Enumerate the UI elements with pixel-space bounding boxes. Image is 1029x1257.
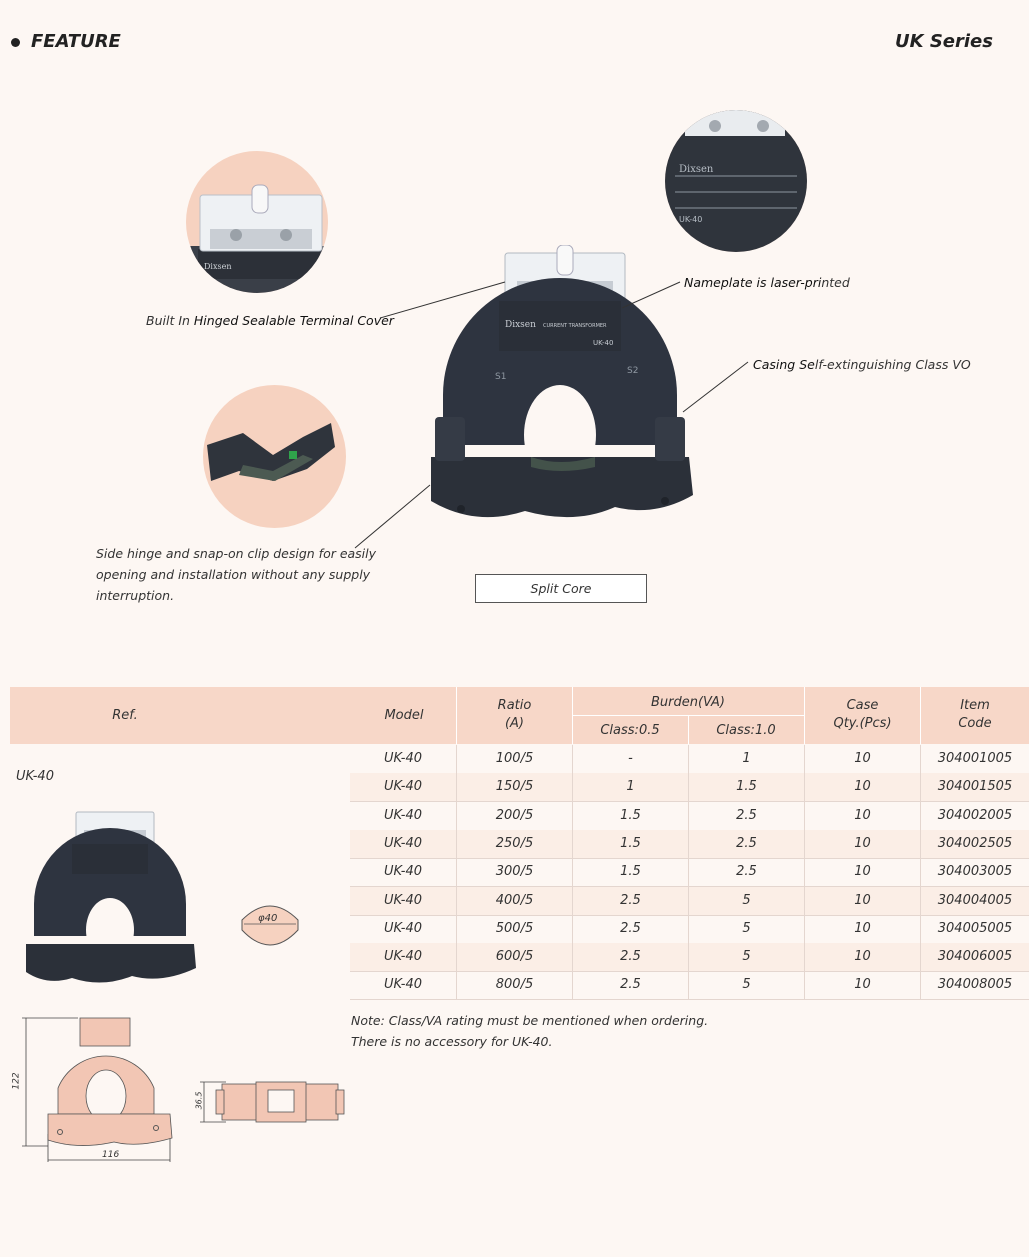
cell-case-qty: 10 <box>854 835 871 851</box>
cell-divider <box>572 858 573 886</box>
cell-class10: 2.5 <box>736 835 757 851</box>
svg-text:Dixsen: Dixsen <box>679 164 714 175</box>
cell-item-code: 304005005 <box>937 920 1013 936</box>
cell-case-qty: 10 <box>854 807 871 823</box>
callout-hinge: Side hinge and snap-on clip design for easily opening and installation without any supply interruption. <box>96 546 377 603</box>
hole-diameter-icon <box>240 898 300 954</box>
cell-divider <box>804 915 805 943</box>
cell-divider <box>804 858 805 886</box>
col-burden: Burden(VA) <box>650 695 726 710</box>
cell-case-qty: 10 <box>854 977 871 993</box>
s1-mark: S1 <box>495 372 507 382</box>
cell-ratio: 250/5 <box>495 835 534 851</box>
cell-divider <box>804 830 805 858</box>
col-ratio: Ratio (A) <box>497 698 532 731</box>
cell-divider <box>804 773 805 801</box>
cell-divider <box>456 943 457 971</box>
product-thumbnail <box>22 808 198 990</box>
callout-nameplate: Nameplate is laser-printed <box>684 275 850 290</box>
cell-class10: 5 <box>742 949 751 965</box>
ref-model-label: UK-40 <box>16 769 54 784</box>
section-title: FEATURE <box>31 31 121 52</box>
cell-ratio: 400/5 <box>495 892 534 908</box>
cell-divider <box>920 773 921 801</box>
nameplate-model: UK-40 <box>593 339 614 347</box>
cell-divider <box>572 773 573 801</box>
series-title: UK Series <box>895 31 993 52</box>
cell-ratio: 200/5 <box>495 807 534 823</box>
cell-class05: 1.5 <box>620 835 641 851</box>
nameplate-brand: Dixsen <box>505 320 536 330</box>
cell-class10: 5 <box>742 977 751 993</box>
table-row <box>350 887 1029 916</box>
cell-divider <box>804 971 805 999</box>
split-core-label: Split Core <box>475 574 647 603</box>
cell-divider <box>920 943 921 971</box>
cell-divider <box>688 887 689 915</box>
cell-divider <box>920 745 921 773</box>
brand-print: Dixsen <box>204 262 232 271</box>
cell-divider <box>688 858 689 886</box>
dimension-drawing-side <box>196 1078 356 1128</box>
cell-divider <box>688 830 689 858</box>
cell-divider <box>688 745 689 773</box>
cell-divider <box>572 915 573 943</box>
col-class05: Class:0.5 <box>600 723 660 738</box>
cell-model: UK-40 <box>384 920 422 936</box>
cell-item-code: 304008005 <box>937 977 1013 993</box>
cell-item-code: 304002505 <box>937 835 1013 851</box>
cell-model: UK-40 <box>384 779 422 795</box>
s2-mark: S2 <box>627 366 639 376</box>
col-class10: Class:1.0 <box>716 723 776 738</box>
cell-class10: 5 <box>742 920 751 936</box>
cell-divider <box>456 802 457 830</box>
cell-divider <box>920 887 921 915</box>
table-row <box>350 830 1029 859</box>
cell-class05: 1 <box>626 779 635 795</box>
dimension-depth: 36.5 <box>194 1091 204 1110</box>
cell-item-code: 304001505 <box>937 779 1013 795</box>
cell-divider <box>920 915 921 943</box>
cell-divider <box>804 943 805 971</box>
cell-divider <box>572 745 573 773</box>
cell-divider <box>688 915 689 943</box>
cell-ratio: 100/5 <box>495 751 534 766</box>
cell-case-qty: 10 <box>854 920 871 936</box>
cell-divider <box>920 830 921 858</box>
cell-divider <box>456 858 457 886</box>
col-item-code: Item Code <box>958 698 992 731</box>
table-row <box>350 943 1029 972</box>
table-row <box>350 915 1029 944</box>
cell-class10: 1.5 <box>736 779 757 795</box>
dimension-height: 122 <box>11 1072 22 1090</box>
cell-class05: 2.5 <box>620 949 641 965</box>
dimension-width: 116 <box>102 1150 120 1160</box>
cell-case-qty: 10 <box>854 751 871 766</box>
header-divider <box>572 715 804 716</box>
cell-class05: 2.5 <box>620 920 641 936</box>
dimension-drawing-front <box>18 1014 178 1164</box>
cell-divider <box>920 858 921 886</box>
cell-divider <box>688 773 689 801</box>
cell-divider <box>456 887 457 915</box>
cell-case-qty: 10 <box>854 864 871 880</box>
cell-ratio: 300/5 <box>495 864 534 880</box>
cell-model: UK-40 <box>384 892 422 908</box>
col-model: Model <box>384 708 424 723</box>
cell-divider <box>456 971 457 999</box>
table-row <box>350 745 1029 774</box>
cell-item-code: 304006005 <box>937 949 1013 965</box>
cell-ratio: 600/5 <box>495 949 534 965</box>
cell-model: UK-40 <box>384 807 422 823</box>
cell-class10: 5 <box>742 892 751 908</box>
cell-divider <box>456 915 457 943</box>
cell-divider <box>572 830 573 858</box>
hole-diameter-label: φ40 <box>258 913 278 924</box>
cell-divider <box>920 802 921 830</box>
cell-item-code: 304001005 <box>937 751 1013 766</box>
cell-model: UK-40 <box>384 949 422 965</box>
cell-model: UK-40 <box>384 977 422 993</box>
table-row <box>350 971 1029 1000</box>
cell-divider <box>572 887 573 915</box>
cell-divider <box>572 971 573 999</box>
cell-divider <box>920 971 921 999</box>
order-notes: Note: Class/VA rating must be mentioned when ordering. There is no accessory for UK-40. <box>351 1013 709 1049</box>
cell-divider <box>688 971 689 999</box>
callout-casing: Casing Self-extinguishing Class VO <box>753 357 971 372</box>
cell-divider <box>804 745 805 773</box>
cell-ratio: 500/5 <box>495 920 534 936</box>
table-row <box>350 858 1029 887</box>
cell-class05: 1.5 <box>620 864 641 880</box>
cell-case-qty: 10 <box>854 779 871 795</box>
cell-divider <box>688 943 689 971</box>
cell-case-qty: 10 <box>854 949 871 965</box>
cell-divider <box>456 830 457 858</box>
col-ref: Ref. <box>112 708 138 723</box>
cell-model: UK-40 <box>384 835 422 851</box>
cell-item-code: 304003005 <box>937 864 1013 880</box>
nameplate-title: CURRENT TRANSFORMER <box>543 323 607 329</box>
svg-text:UK-40: UK-40 <box>679 215 703 224</box>
cell-item-code: 304004005 <box>937 892 1013 908</box>
table-row <box>350 802 1029 831</box>
cell-divider <box>688 802 689 830</box>
cell-item-code: 304002005 <box>937 807 1013 823</box>
cell-class10: 2.5 <box>736 807 757 823</box>
cell-divider <box>804 802 805 830</box>
cell-class10: 1 <box>742 751 751 766</box>
col-case-qty: Case Qty.(Pcs) <box>833 698 892 731</box>
cell-divider <box>456 745 457 773</box>
table-row <box>350 773 1029 802</box>
cell-ratio: 150/5 <box>495 779 534 795</box>
cell-divider <box>572 802 573 830</box>
cell-model: UK-40 <box>384 864 422 880</box>
cell-model: UK-40 <box>384 751 422 766</box>
cell-case-qty: 10 <box>854 892 871 908</box>
cell-class10: 2.5 <box>736 864 757 880</box>
cell-class05: - <box>628 751 633 766</box>
cell-ratio: 800/5 <box>495 977 534 993</box>
cell-class05: 1.5 <box>620 807 641 823</box>
cell-class05: 2.5 <box>620 977 641 993</box>
cell-divider <box>456 773 457 801</box>
cell-divider <box>804 887 805 915</box>
cell-divider <box>572 943 573 971</box>
callout-terminal-cover: Built In Hinged Sealable Terminal Cover <box>146 313 394 328</box>
cell-class05: 2.5 <box>620 892 641 908</box>
